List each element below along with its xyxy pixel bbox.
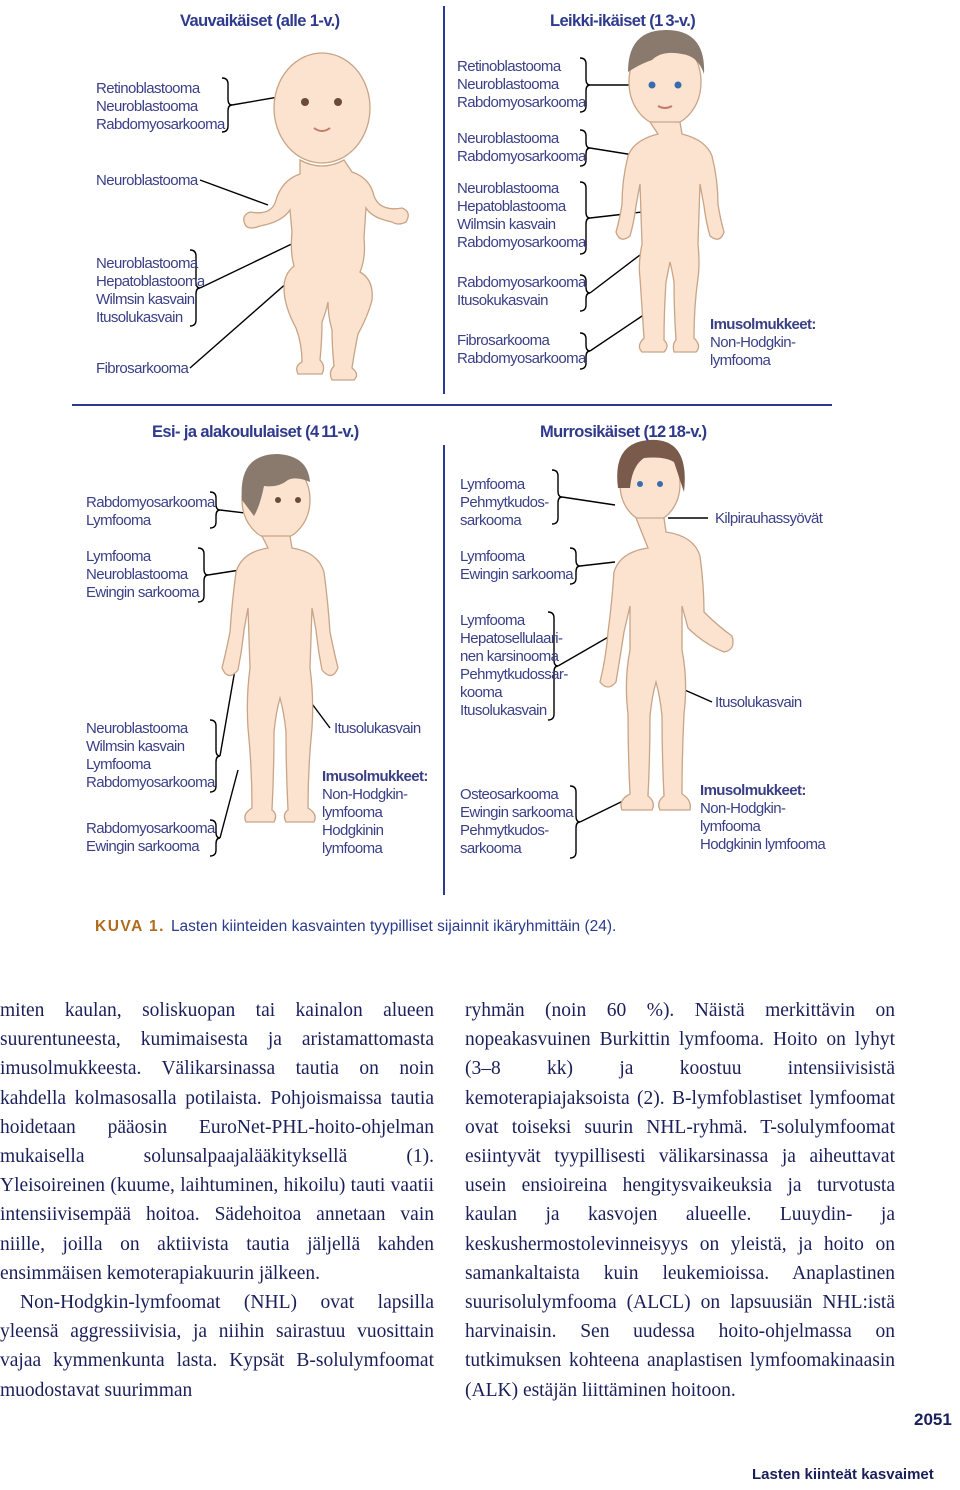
panel-3-heading: Esi- ja alakoululaiset (4 11-v.)	[152, 423, 359, 441]
body-right-column	[465, 996, 895, 1405]
panel-3-right-label: Itusolukasvain	[334, 720, 421, 737]
panel-4-group-2: Lymfooma Ewingin sarkooma	[460, 548, 573, 583]
body-paragraph: ryhmän (noin 60 %). Näistä merkittävin on nopeakasvuinen Burkittin lymfooma. Hoito on lyhyt (3–8 kk) ja koostuu intensiivisistä kemoterapiajaksoista (2). B-lymfoblastiset lymfoomat ovat toiseksi suurin NHL-ryhmä. T-solulymfoomat esiintyvät tyypillisesti välikarsinassa ja aiheuttavat usein ensioireina hengitysvaikeuksia ja turvotusta kaulan ja kasvojen alueelle. Luuydin- ja keskushermostolevinneisyys on yleistä, ja hoito on samankaltaista kuin leukemioissa. Anaplastinen suurisolulymfooma (ALCL) on lapsuusiän NHL:istä harvinaisin. Sen uudessa hoito-ohjelmassa on tutkimuksen kohteena anaplastisen lymfoomakinaasin (ALK) estäjän liittäminen hoitoon.	[465, 1000, 895, 1401]
panel-1-group-4: Fibrosarkooma	[96, 360, 189, 377]
panel-2-group-3: Neuroblastooma Hepatoblastooma Wilmsin kasvain Rabdomyosarkooma	[457, 180, 586, 251]
panel-3-lymph: Imusolmukkeet: Non-Hodgkin- lymfooma Hodgkinin lymfooma	[322, 768, 428, 857]
panel-4-group-3: Lymfooma Hepatosellulaari- nen karsinooma Pehmytkudossar- kooma Itusolukasvain	[460, 612, 568, 719]
panel-1-group-3: Neuroblastooma Hepatoblastooma Wilmsin kasvain Itusolukasvain	[96, 255, 205, 326]
panel-1-group-1: Retinoblastooma Neuroblastooma Rabdomyosarkooma	[96, 80, 225, 133]
panel-2-group-4: Rabdomyosarkooma Itusokukasvain	[457, 274, 586, 309]
running-footer: Lasten kiinteät kasvaimet	[752, 1466, 934, 1483]
caption-text: Lasten kiinteiden kasvainten tyypilliset sijainnit ikäryhmittäin (24).	[170, 918, 617, 935]
panel-2-group-5: Fibrosarkooma Rabdomyosarkooma	[457, 332, 586, 367]
panel-4-heading: Murrosikäiset (12 18-v.)	[540, 423, 707, 441]
panel-4-group-4: Osteosarkooma Ewingin sarkooma Pehmytkudos- sarkooma	[460, 786, 573, 857]
panel-1-heading: Vauvaikäiset (alle 1-v.)	[180, 12, 340, 30]
panel-4-right-label-2: Itusolukasvain	[715, 694, 802, 711]
panel-2-heading: Leikki-ikäiset (1 3-v.)	[550, 12, 696, 30]
panel-3-group-1: Rabdomyosarkooma Lymfooma	[86, 494, 215, 529]
caption-label: KUVA 1.	[95, 918, 165, 935]
panel-4-right-label-1: Kilpirauhassyövät	[715, 510, 823, 527]
body-paragraph: miten kaulan, soliskuopan tai kainalon alueen suurentuneesta, kumimaisesta ja aristamattomasta imusolmukkeesta. Välikarsinassa tautia on noin kahdella kolmasosalla potilaista. Pohjoismaissa tautia hoidetaan pääosin EuroNet-PHL-hoito-ohjelman mukaisella solunsalpaajalääkityksellä (1). Yleisoireinen (kuume, laihtuminen, hikoilu) tauti vaatii intensiivisempää hoitoa. Sädehoitoa annetaan vain niille, joilla on aktiivista tautia jäljellä kahden ensimmäisen kemoterapiakuurin jälkeen.	[0, 1000, 434, 1284]
panel-3-group-3: Neuroblastooma Wilmsin kasvain Lymfooma Rabdomyosarkooma	[86, 720, 215, 791]
panel-2-group-1: Retinoblastooma Neuroblastooma Rabdomyosarkooma	[457, 58, 586, 111]
panel-2-group-2: Neuroblastooma Rabdomyosarkooma	[457, 130, 586, 165]
panel-3-group-4: Rabdomyosarkooma Ewingin sarkooma	[86, 820, 215, 855]
body-left-column	[0, 996, 434, 1405]
panel-4-lymph: Imusolmukkeet: Non-Hodgkin- lymfooma Hodgkinin lymfooma	[700, 782, 826, 853]
panel-2-lymph: Imusolmukkeet: Non-Hodgkin- lymfooma	[710, 316, 816, 369]
figure-caption	[95, 918, 616, 936]
page-number: 2051	[914, 1410, 952, 1429]
panel-3-group-2: Lymfooma Neuroblastooma Ewingin sarkooma	[86, 548, 199, 601]
body-paragraph: Non-Hodgkin-lymfoomat (NHL) ovat lapsilla yleensä aggressiivisia, ja niihin sairastuu vuosittain vajaa kymmenkunta lasta. Kypsät B-solulymfoomat muodostavat suurimman	[0, 1292, 434, 1401]
panel-4-group-1: Lymfooma Pehmytkudos- sarkooma	[460, 476, 549, 529]
panel-1-group-2: Neuroblastooma	[96, 172, 198, 189]
